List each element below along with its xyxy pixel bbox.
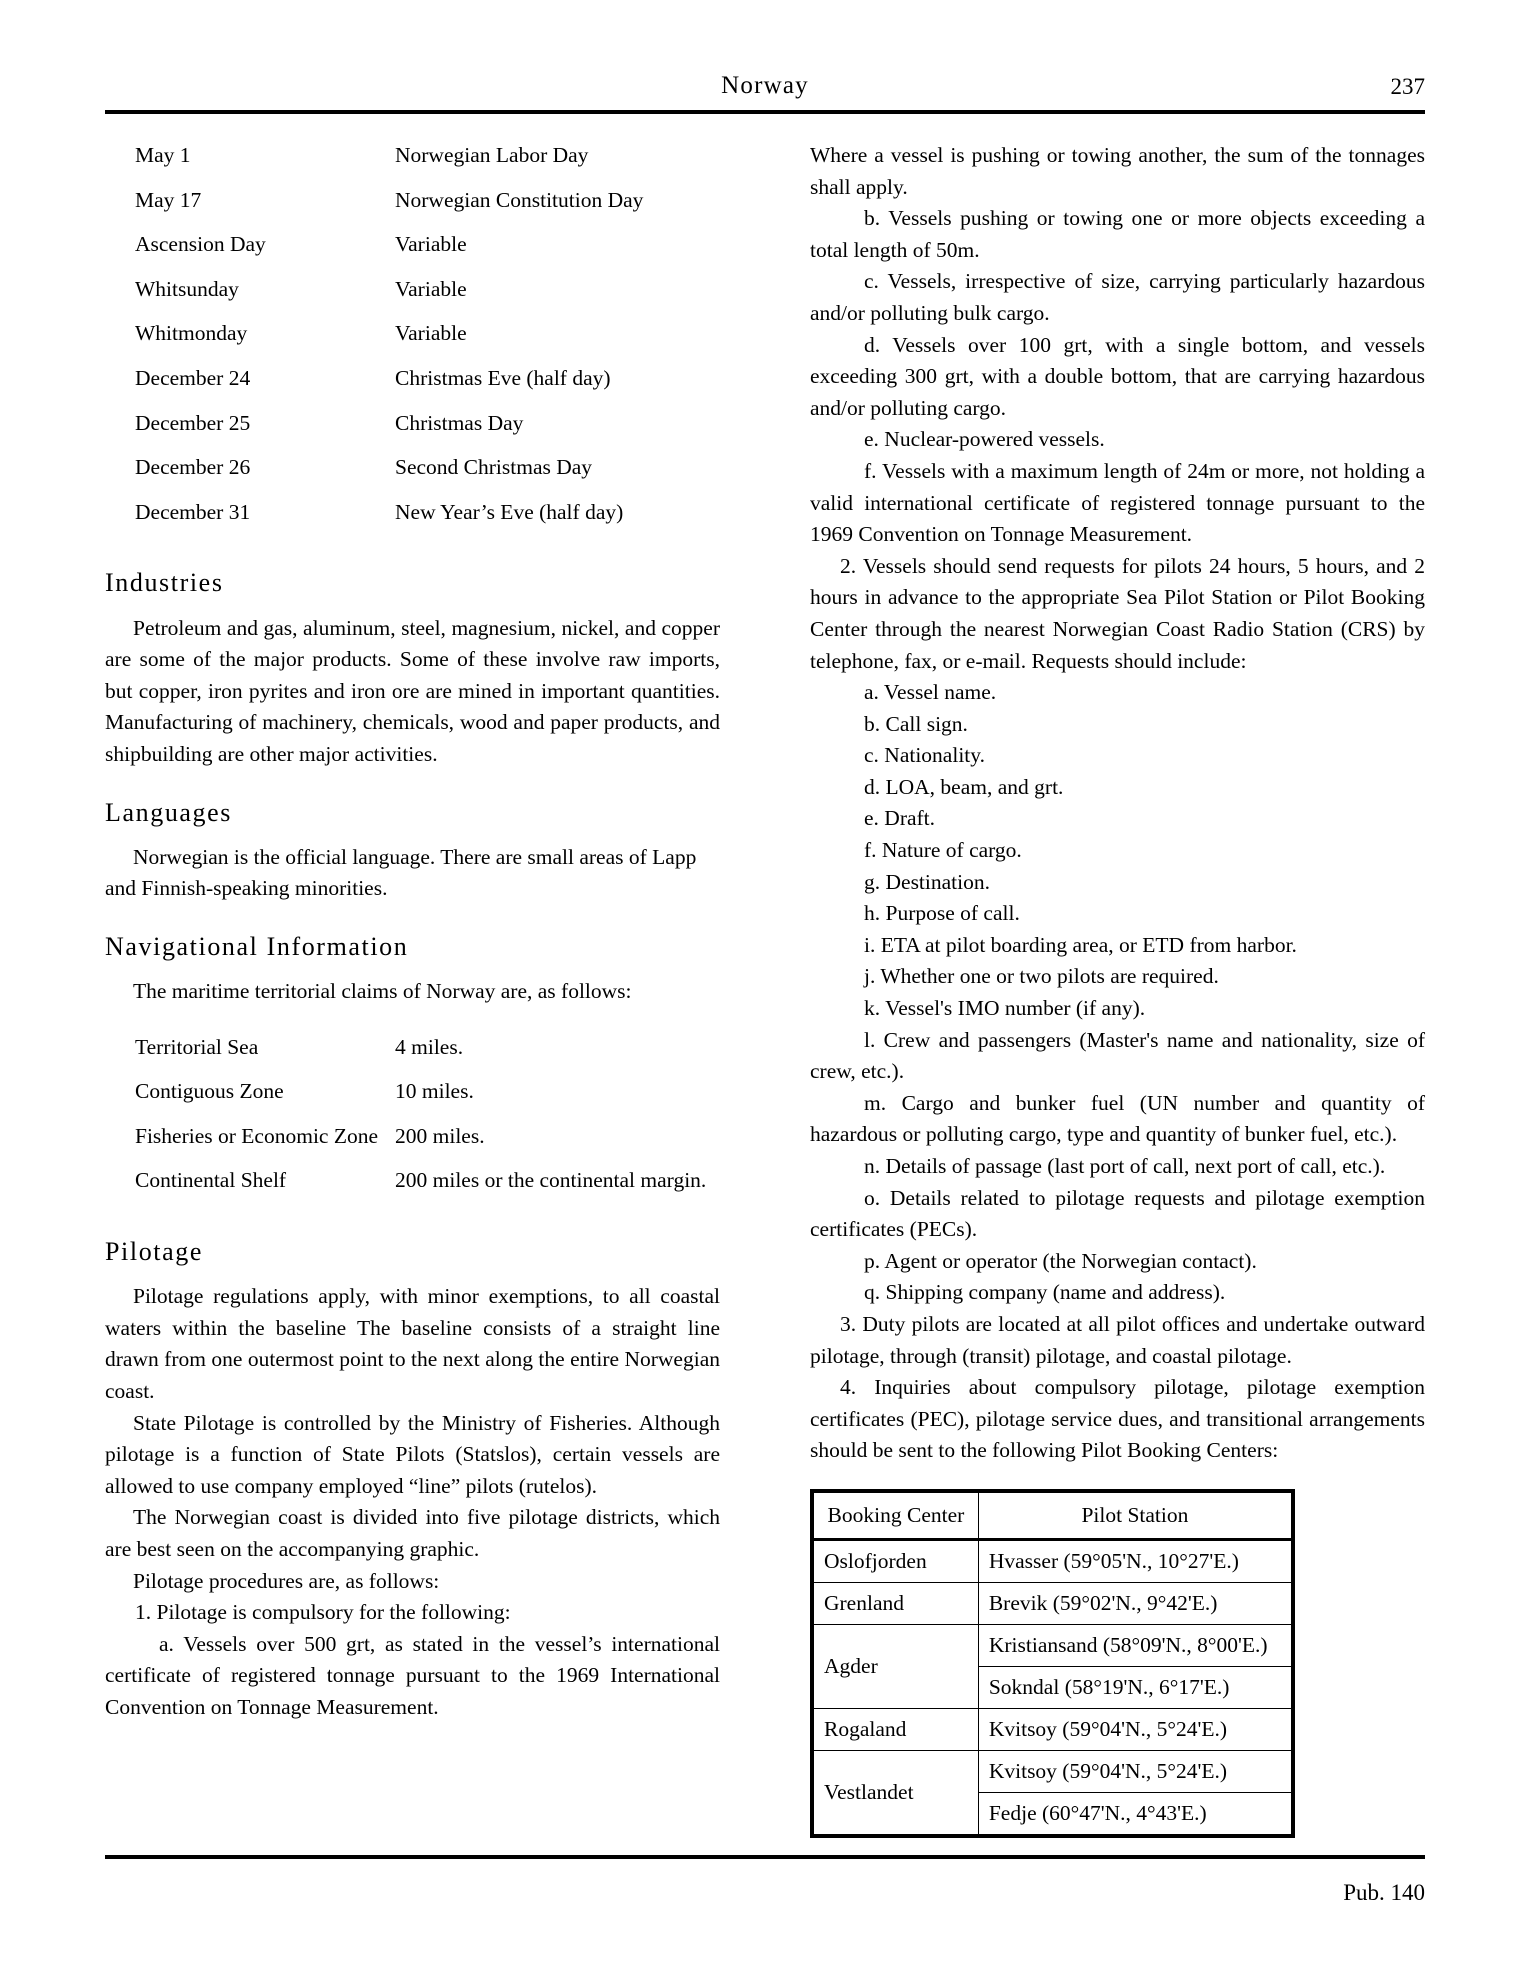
table-row — [105, 185, 720, 230]
holiday-name: New Year’s Eve (half day) — [395, 499, 624, 524]
list-item: j. Whether one or two pilots are required. — [864, 964, 1219, 989]
list-item: p. Agent or operator (the Norwegian contact). — [864, 1248, 1257, 1273]
list-item: h. Purpose of call. — [864, 901, 1020, 926]
navigational-information-heading-wrap — [105, 905, 720, 976]
list-item: k. Vessel's IMO number (if any). — [864, 996, 1146, 1021]
pilotage-heading: Pilotage — [105, 1237, 204, 1267]
column-header-booking-center: Booking Center — [812, 1491, 978, 1540]
header-rule — [105, 110, 1425, 114]
pilotage-heading-wrap — [105, 1210, 720, 1281]
booking-center-cell: Agder — [812, 1624, 978, 1708]
list-item: c. Vessels, irrespective of size, carrying particularly hazardous and/or polluting bulk cargo. — [810, 269, 1425, 325]
holiday-date: December 24 — [135, 365, 251, 390]
booking-center-cell: Rogaland — [812, 1709, 978, 1751]
pilotage-paragraph-2: State Pilotage is controlled by the Ministry of Fisheries. Although pilotage is a function of State Pilots (Statslos), certain vessels are allowed to use company employed “line” pilots (rutelos). — [105, 1410, 720, 1498]
booking-center-cell: Grenland — [812, 1582, 978, 1624]
claim-term: Continental Shelf — [135, 1168, 287, 1193]
claim-value: 10 miles. — [395, 1079, 474, 1104]
table-row — [105, 1032, 720, 1077]
table-row — [105, 140, 720, 185]
pilotage-item-3: 3. Duty pilots are located at all pilot offices and undertake outward pilotage, through (transit) pilotage, and coastal pilotage. — [810, 1311, 1425, 1368]
claim-value: 200 miles or the continental margin. — [395, 1168, 707, 1193]
publication-label: Pub. 140 — [1343, 1880, 1425, 1905]
maritime-claims-table — [105, 1032, 720, 1210]
booking-center-cell: Vestlandet — [812, 1751, 978, 1837]
table-header-row — [812, 1491, 1293, 1540]
claim-term: Territorial Sea — [135, 1034, 259, 1059]
list-item: e. Draft. — [864, 806, 936, 831]
industries-heading: Industries — [105, 568, 224, 598]
table-row — [105, 363, 720, 408]
pilot-station-cell: Kvitsoy (59°04'N., 5°24'E.) — [978, 1709, 1293, 1751]
languages-heading-wrap — [105, 771, 720, 842]
list-item: n. Details of passage (last port of call, next port of call, etc.). — [864, 1154, 1386, 1178]
holiday-name: Christmas Day — [395, 410, 524, 435]
running-head — [105, 72, 1425, 106]
footer-rule — [105, 1855, 1425, 1859]
holiday-date: Whitmonday — [135, 321, 248, 346]
pilotage-paragraph-4: Pilotage procedures are, as follows: — [133, 1568, 440, 1593]
table-row — [105, 497, 720, 542]
navigational-information-intro: The maritime territorial claims of Norway are, as follows: — [133, 979, 632, 1004]
list-item: c. Nationality. — [864, 743, 986, 768]
list-item: f. Vessels with a maximum length of 24m or more, not holding a valid international certificate of registered tonnage pursuant to the 1969 Convention on Tonnage Measurement. — [810, 458, 1425, 547]
booking-center-table — [810, 1489, 1295, 1838]
claim-value: 200 miles. — [395, 1123, 485, 1148]
left-column — [105, 140, 720, 1724]
pilotage-compulsory-list — [810, 203, 1425, 551]
pilotage-item-2: 2. Vessels should send requests for pilots 24 hours, 5 hours, and 2 hours in advance to the appropriate Sea Pilot Station or Pilot Booking Center through the nearest Norwegian Coast Radio Station (CRS) by telephone, fax, or e-mail. Requests should include: — [810, 553, 1425, 673]
pilotage-paragraph-1: Pilotage regulations apply, with minor exemptions, to all coastal waters within the baseline The baseline consists of a straight line drawn from one outermost point to the next along the entire Norwegian coast. — [105, 1284, 720, 1403]
pilotage-item-1: 1. Pilotage is compulsory for the following: — [135, 1600, 511, 1625]
list-item: i. ETA at pilot boarding area, or ETD from harbor. — [864, 932, 1297, 957]
table-row — [105, 408, 720, 453]
list-item: l. Crew and passengers (Master's name and nationality, size of crew, etc.). — [810, 1027, 1425, 1084]
holiday-date: December 25 — [135, 410, 251, 435]
list-item: d. Vessels over 100 grt, with a single bottom, and vessels exceeding 300 grt, with a double bottom, that are carrying hazardous and/or polluting cargo. — [810, 332, 1425, 420]
table-row — [105, 1121, 720, 1166]
table-row — [105, 1165, 720, 1210]
holiday-name: Norwegian Constitution Day — [395, 187, 644, 212]
holiday-date: Ascension Day — [135, 232, 266, 257]
list-item: g. Destination. — [864, 869, 990, 894]
industries-heading-wrap — [105, 541, 720, 612]
industries-paragraph: Petroleum and gas, aluminum, steel, magnesium, nickel, and copper are some of the major products. Some of these involve raw imports, but copper, iron pyrites and iron ore are mined in important quantities. Manufacturing of machinery, chemicals, wood and paper products, and shipbuilding are other major activities. — [105, 615, 720, 766]
list-item: e. Nuclear-powered vessels. — [864, 427, 1105, 452]
holiday-name: Variable — [395, 321, 467, 346]
pilotage-paragraph-3: The Norwegian coast is divided into five pilotage districts, which are best seen on the accompanying graphic. — [105, 1505, 720, 1561]
holiday-name: Christmas Eve (half day) — [395, 365, 611, 390]
list-item: d. LOA, beam, and grt. — [864, 774, 1064, 799]
holiday-date: May 17 — [135, 187, 202, 212]
holiday-name: Norwegian Labor Day — [395, 143, 589, 167]
table-row — [105, 452, 720, 497]
list-item: b. Vessels pushing or towing one or more objects exceeding a total length of 50m. — [810, 206, 1425, 262]
pilot-station-cell: Fedje (60°47'N., 4°43'E.) — [978, 1793, 1293, 1837]
table-row — [812, 1624, 1293, 1666]
table-row — [812, 1709, 1293, 1751]
languages-paragraph: Norwegian is the official language. There are small areas of Lapp and Finnish-speaking minorities. — [105, 844, 697, 901]
page-title: Norway — [721, 72, 809, 99]
table-row — [105, 274, 720, 319]
spacer — [105, 1008, 720, 1032]
list-item: q. Shipping company (name and address). — [864, 1280, 1226, 1305]
holiday-date: Whitsunday — [135, 276, 239, 301]
column-header-pilot-station: Pilot Station — [978, 1491, 1293, 1540]
continuation-paragraph: Where a vessel is pushing or towing another, the sum of the tonnages shall apply. — [810, 143, 1425, 199]
booking-center-cell: Oslofjorden — [812, 1539, 978, 1582]
holiday-name: Second Christmas Day — [395, 455, 593, 480]
navigational-information-heading: Navigational Information — [105, 931, 409, 961]
pilot-station-cell: Hvasser (59°05'N., 10°27'E.) — [978, 1539, 1293, 1582]
list-item: o. Details related to pilotage requests and pilotage exemption certificates (PECs). — [810, 1185, 1425, 1242]
pilotage-item-4: 4. Inquiries about compulsory pilotage, pilotage exemption certificates (PEC), pilotage service dues, and transitional arrangements should be sent to the following Pilot Booking Centers: — [810, 1375, 1425, 1463]
list-item: a. Vessel name. — [864, 680, 997, 705]
table-row — [105, 318, 720, 363]
holiday-date: December 26 — [135, 455, 251, 480]
table-row — [812, 1751, 1293, 1793]
pilot-station-cell: Brevik (59°02'N., 9°42'E.) — [978, 1582, 1293, 1624]
pilotage-item-1a: a. Vessels over 500 grt, as stated in the vessel’s international certificate of registered tonnage pursuant to the 1969 International Convention on Tonnage Measurement. — [105, 1631, 720, 1719]
table-row — [812, 1539, 1293, 1582]
table-row — [105, 1076, 720, 1121]
holiday-date: December 31 — [135, 499, 251, 524]
claim-value: 4 miles. — [395, 1034, 464, 1059]
pilot-station-cell: Kristiansand (58°09'N., 8°00'E.) — [978, 1624, 1293, 1666]
list-item: m. Cargo and bunker fuel (UN number and quantity of hazardous or polluting cargo, type and quantity of bunker fuel, etc.). — [810, 1090, 1425, 1147]
claim-term: Contiguous Zone — [135, 1079, 284, 1104]
pilot-request-list — [810, 677, 1425, 1309]
holiday-name: Variable — [395, 276, 467, 301]
list-item: f. Nature of cargo. — [864, 838, 1022, 863]
page-number: 237 — [1390, 74, 1425, 99]
table-row — [812, 1582, 1293, 1624]
right-column — [810, 140, 1425, 1838]
pilot-station-cell: Kvitsoy (59°04'N., 5°24'E.) — [978, 1751, 1293, 1793]
languages-heading: Languages — [105, 797, 233, 827]
list-item: b. Call sign. — [864, 711, 968, 736]
table-row — [105, 229, 720, 274]
claim-term: Fisheries or Economic Zone — [135, 1123, 379, 1148]
holiday-name: Variable — [395, 232, 467, 257]
holidays-table — [105, 140, 720, 541]
holiday-date: May 1 — [135, 143, 191, 167]
pilot-station-cell: Sokndal (58°19'N., 6°17'E.) — [978, 1667, 1293, 1709]
